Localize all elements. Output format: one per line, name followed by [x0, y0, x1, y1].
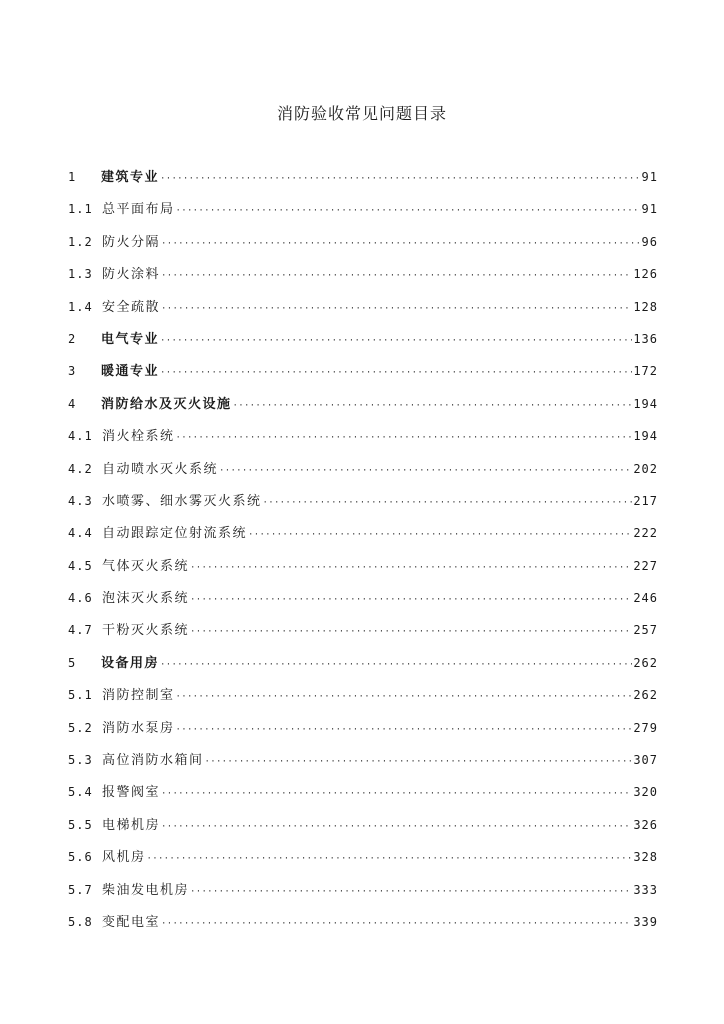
toc-label: 气体灭火系统	[102, 558, 190, 574]
toc-label: 报警阀室	[102, 785, 161, 801]
toc-page-number: 307	[633, 753, 658, 768]
toc-number: 3	[68, 364, 77, 379]
toc-page-number: 328	[633, 850, 658, 865]
dot-leader	[176, 201, 641, 221]
toc-label: 风机房	[102, 850, 146, 866]
toc-entry[interactable]	[68, 685, 658, 717]
dot-leader	[205, 752, 633, 772]
dot-leader	[161, 234, 641, 254]
dot-leader	[147, 849, 633, 869]
toc-entry[interactable]	[68, 199, 658, 231]
dot-leader	[263, 493, 633, 513]
toc-page-number: 320	[633, 785, 658, 800]
toc-page-number: 91	[641, 202, 658, 217]
toc-entry[interactable]	[68, 459, 658, 491]
toc-number: 4.3	[68, 493, 93, 508]
toc-label: 防火涂料	[102, 267, 161, 283]
toc-entry[interactable]	[68, 361, 658, 393]
toc-label: 柴油发电机房	[102, 882, 190, 898]
toc-page-number: 257	[633, 623, 658, 638]
toc-label: 水喷雾、细水雾灭火系统	[102, 493, 262, 509]
toc-label: 防火分隔	[102, 234, 161, 250]
toc-number: 5.3	[68, 753, 93, 768]
toc-page-number: 326	[633, 817, 658, 832]
toc-entry[interactable]	[68, 653, 658, 685]
toc-page-number: 262	[633, 688, 658, 703]
dot-leader	[233, 396, 633, 416]
toc-number: 1.4	[68, 299, 93, 314]
toc-number: 1.2	[68, 234, 93, 249]
toc-number: 5.7	[68, 882, 93, 897]
toc-number: 4	[68, 396, 77, 411]
dot-leader	[190, 558, 632, 578]
toc-page-number: 279	[633, 720, 658, 735]
toc-entry[interactable]	[68, 880, 658, 912]
toc-number: 5.5	[68, 817, 93, 832]
toc-entry[interactable]	[68, 815, 658, 847]
toc-entry[interactable]	[68, 847, 658, 879]
toc-number: 2	[68, 331, 77, 346]
toc-page-number: 128	[633, 299, 658, 314]
dot-leader	[160, 169, 641, 189]
toc-page-number: 136	[633, 331, 658, 346]
dot-leader	[190, 882, 632, 902]
toc-page-number: 91	[641, 170, 658, 184]
toc-number: 4.7	[68, 623, 93, 638]
toc-entry[interactable]	[68, 297, 658, 329]
dot-leader	[160, 331, 632, 351]
toc-entry[interactable]	[68, 329, 658, 361]
toc-entry[interactable]	[68, 620, 658, 652]
dot-leader	[161, 817, 632, 837]
toc-label: 安全疏散	[102, 299, 161, 315]
toc-entry[interactable]	[68, 588, 658, 620]
toc-entry[interactable]	[68, 426, 658, 458]
toc-number: 1.3	[68, 267, 93, 282]
toc-number: 5.2	[68, 720, 93, 735]
toc-page-number: 222	[633, 526, 658, 541]
toc-label: 电梯机房	[102, 817, 161, 833]
toc-label: 消防给水及灭火设施	[101, 396, 232, 412]
toc-number: 4.5	[68, 558, 93, 573]
toc-page-number: 217	[633, 493, 658, 508]
toc-label: 总平面布局	[102, 202, 175, 218]
page-title: 消防验收常见问题目录	[276, 104, 447, 123]
toc-number: 1.1	[68, 202, 93, 217]
toc-number: 5.6	[68, 850, 93, 865]
toc-page-number: 262	[633, 655, 658, 670]
dot-leader	[190, 590, 632, 610]
toc-entry[interactable]	[68, 523, 658, 555]
toc-entry[interactable]	[68, 556, 658, 588]
dot-leader	[176, 687, 633, 707]
dot-leader	[161, 266, 632, 286]
toc-page-number: 172	[633, 364, 658, 379]
toc-entry[interactable]	[68, 912, 658, 944]
toc-label: 电气专业	[101, 331, 160, 347]
toc-page-number: 333	[633, 882, 658, 897]
toc-number: 5.4	[68, 785, 93, 800]
toc-entry[interactable]	[68, 232, 658, 264]
toc-label: 自动跟踪定位射流系统	[102, 526, 248, 542]
toc-page-number: 246	[633, 591, 658, 606]
toc-number: 4.1	[68, 429, 93, 444]
toc-entry[interactable]	[68, 782, 658, 814]
dot-leader	[161, 914, 632, 934]
toc-label: 暖通专业	[101, 364, 160, 380]
toc-label: 干粉灭火系统	[102, 623, 190, 639]
toc-entry[interactable]	[68, 264, 658, 296]
toc-page-number: 202	[633, 461, 658, 476]
toc-page-number: 194	[633, 396, 658, 411]
toc-label: 消防水泵房	[102, 720, 175, 736]
toc-entry[interactable]	[68, 491, 658, 523]
toc-page-number: 194	[633, 429, 658, 444]
dot-leader	[161, 299, 632, 319]
dot-leader	[161, 784, 632, 804]
toc-label: 高位消防水箱间	[102, 753, 204, 769]
toc-number: 4.6	[68, 591, 93, 606]
dot-leader	[160, 655, 632, 675]
toc-label: 消火栓系统	[102, 429, 175, 445]
toc-entry[interactable]	[68, 167, 658, 199]
toc-number: 4.4	[68, 526, 93, 541]
dot-leader	[190, 622, 632, 642]
toc-entry[interactable]	[68, 750, 658, 782]
toc-page-number: 126	[633, 267, 658, 282]
toc-entry[interactable]	[68, 718, 658, 750]
dot-leader	[176, 428, 633, 448]
dot-leader	[160, 363, 632, 383]
toc-label: 消防控制室	[102, 688, 175, 704]
toc-label: 自动喷水灭火系统	[102, 461, 219, 477]
toc-label: 设备用房	[101, 655, 160, 671]
dot-leader	[248, 525, 632, 545]
toc-number: 5.8	[68, 914, 93, 929]
table-of-contents	[68, 167, 658, 944]
toc-label: 变配电室	[102, 914, 161, 930]
toc-page-number: 227	[633, 558, 658, 573]
toc-number: 5	[68, 655, 77, 670]
toc-number: 5.1	[68, 688, 93, 703]
dot-leader	[176, 720, 633, 740]
dot-leader	[219, 461, 632, 481]
toc-entry[interactable]	[68, 394, 658, 426]
toc-label: 建筑专业	[101, 170, 160, 185]
toc-page-number: 96	[641, 234, 658, 249]
toc-number: 1	[68, 170, 77, 184]
toc-label: 泡沫灭火系统	[102, 591, 190, 607]
toc-number: 4.2	[68, 461, 93, 476]
toc-page-number: 339	[633, 914, 658, 929]
